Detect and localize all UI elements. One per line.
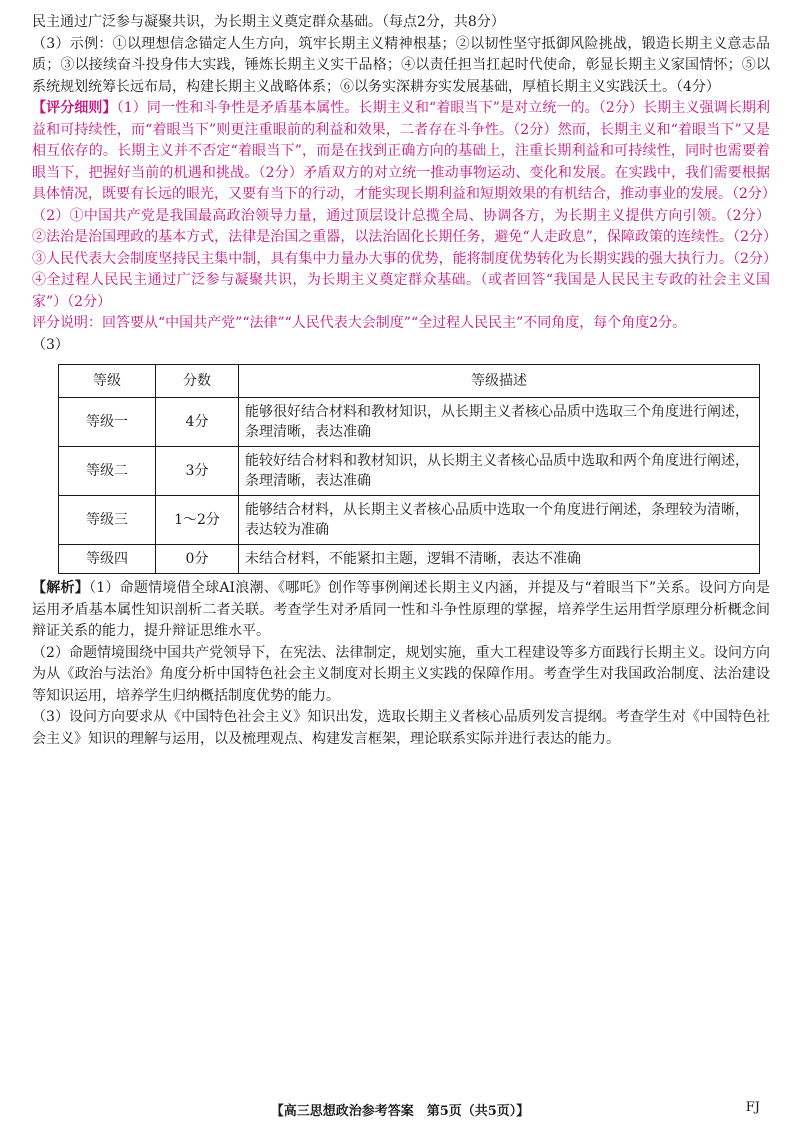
page-content <box>32 12 776 750</box>
scoring-details-label: 【评分细则】 <box>32 100 117 116</box>
grade-score: 3分 <box>156 447 239 496</box>
scoring-details-1 <box>32 98 776 206</box>
scoring-details-3-label: （3） <box>32 336 69 353</box>
answer-3-example: （3）示例：①以理想信念锚定人生方向，筑牢长期主义精神根基；②以韧性坚守抵御风险挑战，锻造长期主义意志品质；③以接续奋斗投身伟大实践，锤炼长期主义实干品格；④以责任担当扛起时代使命，彰显长期主义家国情怀；⑤以系统规划统筹长远布局，构建长期主义战略体系；⑥以务实深耕夯实发展基础，厚植长期主义实践沃土。（4分） <box>32 35 770 95</box>
grading-table <box>58 364 760 574</box>
footer-region-code: FJ <box>745 1100 760 1115</box>
table-row <box>59 398 760 447</box>
grade-level: 等级二 <box>59 447 156 496</box>
scoring-details-1-text: （1）同一性和斗争性是矛盾基本属性。长期主义和“着眼当下”是对立统一的。（2分）长期主义强调长期利益和可持续性，而“着眼当下”则更注重眼前的利益和效果，二者存在斗争性。（2分）然而，长期主义和“着眼当下”又是相互依存的。长期主义并不否定“着眼当下”，而是在找到正确方向的基础上，注重长期利益和可持续性，同时也需要着眼当下，把握好当前的机遇和挑战。（2分）矛盾双方的对立统一推动事物运动、变化和发展。在实践中，我们需要根据具体情况，既要有长远的眼光，又要有当下的行动，才能实现长期利益和短期效果的有机结合，推动事业的发展。（2分） <box>32 100 776 202</box>
grade-score: 0分 <box>156 545 239 574</box>
table-row <box>59 496 760 545</box>
grade-level: 等级一 <box>59 398 156 447</box>
scoring-note: 评分说明：回答要从“中国共产党”“法律”“人民代表大会制度”“全过程人民民主”不同角度，每个角度2分。 <box>32 315 687 331</box>
grade-description: 能够结合材料，从长期主义者核心品质中选取一个角度进行阐述，条理较为清晰，表达较为准确 <box>239 496 760 545</box>
grade-score: 1～2分 <box>156 496 239 545</box>
grade-level: 等级三 <box>59 496 156 545</box>
analysis-3: （3）设问方向要求从《中国特色社会主义》知识出发，选取长期主义者核心品质列发言提纲。考查学生对《中国特色社会主义》知识的理解与运用，以及梳理观点、构建发言框架，理论联系实际并进行表达的能力。 <box>32 709 770 747</box>
grade-score: 4分 <box>156 398 239 447</box>
analysis-2: （2）命题情境围绕中国共产党领导下，在宪法、法律制定，规划实施，重大工程建设等多方面践行长期主义。设问方向为从《政治与法治》角度分析中国特色社会主义制度对长期主义实践的保障作用。考查学生对我国政治制度、法治建设等知识运用，培养学生归纳概括制度优势的能力。 <box>32 644 770 704</box>
footer-page-info: 【高三思想政治参考答案 第5页（共5页）】 <box>270 1104 530 1119</box>
header-description: 等级描述 <box>239 365 760 398</box>
grade-description: 能较好结合材料和教材知识，从长期主义者核心品质中选取和两个角度进行阐述，条理清晰，表达准确 <box>239 447 760 496</box>
analysis-1-text: （1）命题情境借全球AI浪潮、《哪吒》创作等事例阐述长期主义内涵，并提及与“着眼当下”关系。设问方向是运用矛盾基本属性知识剖析二者关联。考查学生对矛盾同一性和斗争性原理的掌握，培养学生运用哲学原理分析概念间辩证关系的能力，提升辩证思维水平。 <box>32 580 770 639</box>
grade-description: 未结合材料，不能紧扣主题，逻辑不清晰，表达不准确 <box>239 545 760 574</box>
table-row <box>59 545 760 574</box>
grade-description: 能够很好结合材料和教材知识，从长期主义者核心品质中选取三个角度进行阐述，条理清晰，表达准确 <box>239 398 760 447</box>
grade-level: 等级四 <box>59 545 156 574</box>
header-level: 等级 <box>59 365 156 398</box>
grading-table-header <box>59 365 760 398</box>
table-row <box>59 447 760 496</box>
analysis-label: 【解析】 <box>32 580 89 596</box>
answer-line-continued: 民主通过广泛参与凝聚共识，为长期主义奠定群众基础。（每点2分，共8分） <box>32 14 505 30</box>
header-score: 分数 <box>156 365 239 398</box>
scoring-details-2: （2）①中国共产党是我国最高政治领导力量，通过顶层设计总揽全局、协调各方，为长期主义提供方向引领。（2分）②法治是治国理政的基本方式，法律是治国之重器，以法治固化长期任务，避免“人走政息”，保障政策的连续性。（2分）③人民代表大会制度坚持民主集中制，具有集中力量办大事的优势，能将制度优势转化为长期实践的强大执行力。（2分）④全过程人民民主通过广泛参与凝聚共识，为长期主义奠定群众基础。（或者回答“我国是人民民主专政的社会主义国家”）（2分） <box>32 207 770 310</box>
analysis-1 <box>32 578 770 643</box>
page-footer <box>0 1100 800 1119</box>
